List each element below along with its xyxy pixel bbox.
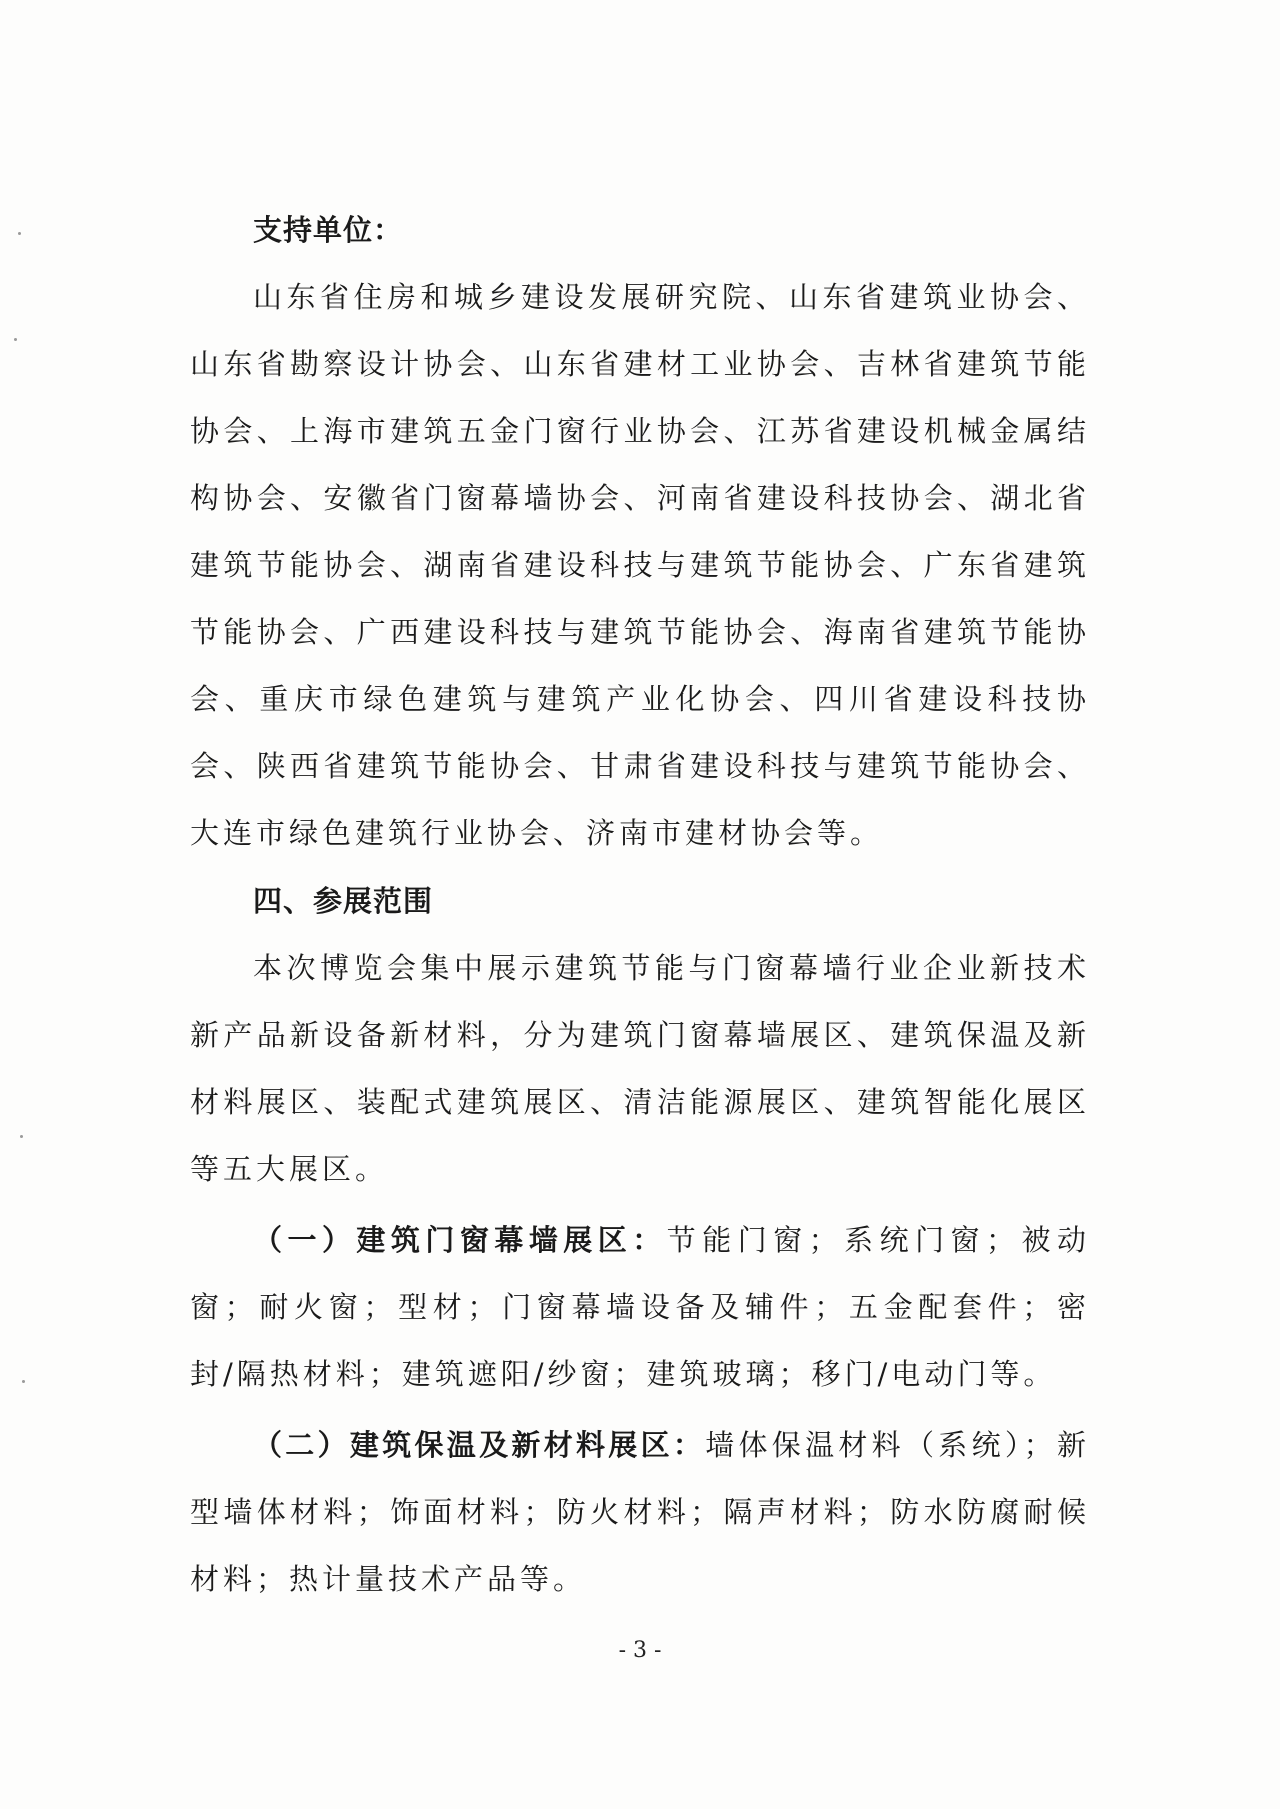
scan-speck (20, 1135, 23, 1138)
document-body (190, 196, 1090, 1613)
zone-two-title: （二）建筑保温及新材料展区： (253, 1428, 706, 1462)
scan-speck (22, 1380, 25, 1383)
support-units-heading: 支持单位： (253, 213, 404, 247)
scan-speck (14, 338, 17, 341)
zone-one-body: 节能门窗；系统门窗；被动窗；耐火窗；型材；门窗幕墙设备及辅件；五金配套件；密封/隔热材料；建筑遮阳/纱窗；建筑玻璃；移门/电动门等。 (190, 1223, 1090, 1391)
section-four-heading: 四、参展范围 (253, 884, 434, 918)
zone-two-paragraph (190, 1412, 1090, 1613)
zone-one-paragraph (190, 1207, 1090, 1408)
scan-speck (18, 232, 21, 235)
support-units-paragraph: 山东省住房和城乡建设发展研究院、山东省建筑业协会、山东省勘察设计协会、山东省建材工业协会、吉林省建筑节能协会、上海市建筑五金门窗行业协会、江苏省建设机械金属结构协会、安徽省门窗幕墙协会、河南省建设科技协会、湖北省建筑节能协会、湖南省建设科技与建筑节能协会、广东省建筑节能协会、广西建设科技与建筑节能协会、海南省建筑节能协会、重庆市绿色建筑与建筑产业化协会、四川省建设科技协会、陕西省建筑节能协会、甘肃省建设科技与建筑节能协会、大连市绿色建筑行业协会、济南市建材协会等。 (190, 280, 1090, 850)
zone-two-body: 墙体保温材料（系统）；新型墙体材料；饰面材料；防火材料；隔声材料；防水防腐耐候材料；热计量技术产品等。 (190, 1428, 1090, 1596)
page-number: - 3 - (618, 1638, 662, 1663)
section-four-intro-paragraph: 本次博览会集中展示建筑节能与门窗幕墙行业企业新技术新产品新设备新材料，分为建筑门窗幕墙展区、建筑保温及新材料展区、装配式建筑展区、清洁能源展区、建筑智能化展区等五大展区。 (190, 951, 1090, 1186)
zone-one-title: （一）建筑门窗幕墙展区： (253, 1223, 667, 1257)
